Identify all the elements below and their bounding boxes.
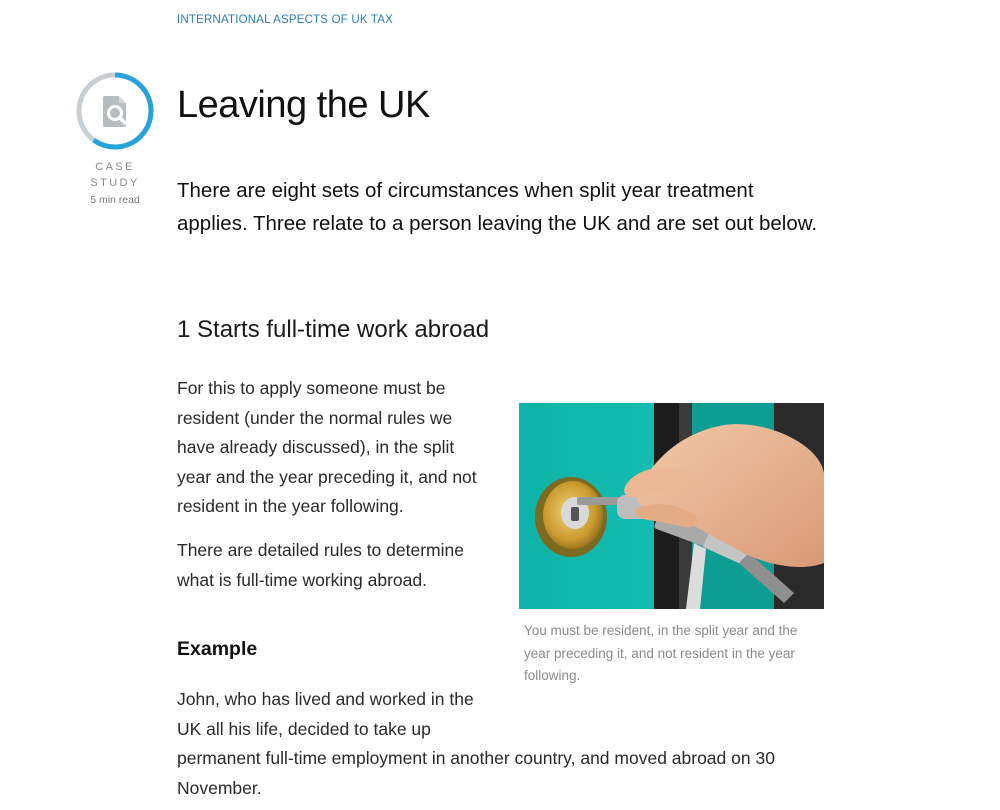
- example-heading: Example: [177, 638, 258, 660]
- key-in-lock-photo: [519, 403, 824, 609]
- lede-paragraph: There are eight sets of circumstances when split year treatment applies. Three relate to a person leaving the UK and are set out below.: [177, 179, 818, 235]
- paragraph-residence-rule: For this to apply someone must be resident (under the normal rules we have already discussed), in the split year and the year preceding it, and not resident in the year following.: [177, 378, 477, 516]
- paragraph-detailed-rules: There are detailed rules to determine what is full-time working abroad.: [177, 540, 464, 590]
- section-heading: 1 Starts full-time work abroad: [177, 316, 490, 343]
- case-study-search-icon: [103, 96, 126, 127]
- read-time: 5 min read: [90, 194, 140, 206]
- badge-label-case: CASE: [95, 161, 135, 173]
- photo-caption: You must be resident, in the split year and the year preceding it, and not resident in the year following.: [524, 623, 798, 683]
- example-text-part2: permanent full-time employment in another country, and moved abroad on 30 November.: [177, 748, 775, 798]
- page-title: Leaving the UK: [177, 84, 430, 126]
- case-study-badge: [74, 70, 156, 152]
- progress-ring: [74, 70, 156, 152]
- badge-label-study: STUDY: [90, 177, 140, 189]
- course-kicker: INTERNATIONAL ASPECTS OF UK TAX: [177, 14, 394, 26]
- example-text-part1: John, who has lived and worked in the UK all his life, decided to take up: [177, 689, 474, 739]
